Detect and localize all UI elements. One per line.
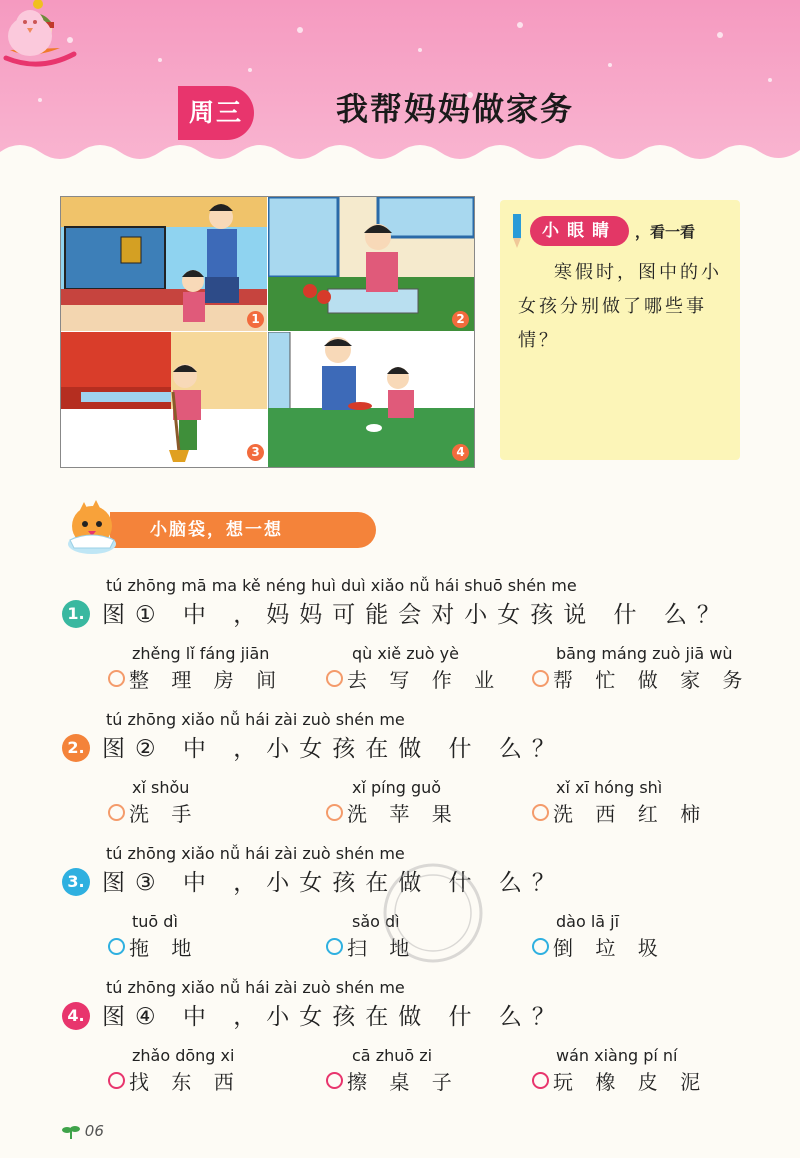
option-text: 倒 垃 圾 [553,936,666,960]
question-2 [62,710,782,830]
option-pinyin: zhǎo dōng xi [132,1046,235,1065]
option-text: 洗 西 红 柿 [553,802,709,826]
option-radio[interactable] [108,804,125,821]
option-text: 洗 苹 果 [347,802,460,826]
question-number: 4. [62,1002,90,1030]
option-pinyin: tuō dì [132,912,178,931]
option-text: 拖 地 [129,936,200,960]
question-pinyin: tú zhōng xiǎo nǚ hái zài zuò shén me [106,978,405,997]
option-pinyin: qù xiě zuò yè [352,644,459,663]
option-radio[interactable] [532,804,549,821]
panel-number-2: 2 [452,311,469,328]
option-text: 洗 手 [129,802,200,826]
option-text: 玩 橡 皮 泥 [553,1070,709,1094]
option-pinyin: wán xiàng pí ní [556,1046,678,1065]
option-2a[interactable] [108,798,199,827]
option-text: 整 理 房 间 [129,668,285,692]
bird-icon [0,0,60,60]
option-pinyin: zhěng lǐ fáng jiān [132,644,270,663]
panel-number-1: 1 [247,311,264,328]
comic-panels [60,196,475,468]
option-1b[interactable] [326,664,502,693]
option-radio[interactable] [108,938,125,955]
option-2c[interactable] [532,798,708,827]
day-badge: 周三 [178,86,254,140]
chick-icon [62,500,122,556]
option-radio[interactable] [532,1072,549,1089]
panel-1-image [61,197,267,331]
panel-4-image [268,332,474,467]
page-footer [62,1122,104,1140]
sprout-icon [62,1125,80,1139]
option-text: 找 东 西 [129,1070,242,1094]
option-radio[interactable] [532,670,549,687]
think-banner [62,500,332,552]
option-text: 扫 地 [347,936,418,960]
question-text: 图③ 中 ，小女孩在做 什 么？ [102,870,565,896]
panel-number-4: 4 [452,444,469,461]
question-number: 3. [62,868,90,896]
option-4c[interactable] [532,1066,708,1095]
question-number: 2. [62,734,90,762]
pencil-icon [510,214,524,248]
page-title: 我帮妈妈做家务 [335,90,574,128]
option-radio[interactable] [532,938,549,955]
option-1c[interactable] [532,664,750,693]
option-radio[interactable] [108,1072,125,1089]
question-1 [62,576,782,696]
option-3a[interactable] [108,932,199,961]
question-pinyin: tú zhōng xiǎo nǚ hái zài zuò shén me [106,710,405,729]
panel-number-3: 3 [247,444,264,461]
option-3c[interactable] [532,932,666,961]
option-radio[interactable] [326,670,343,687]
note-body: 寒假时，图中的小女孩分别做了哪些事情？ [518,262,722,351]
option-pinyin: xǐ shǒu [132,778,190,797]
option-radio[interactable] [326,804,343,821]
option-text: 去 写 作 业 [347,668,503,692]
option-pinyin: sǎo dì [352,912,400,931]
question-pinyin: tú zhōng xiǎo nǚ hái zài zuò shén me [106,844,405,863]
option-pinyin: dào lā jī [556,912,620,931]
note-header [510,214,695,248]
question-4 [62,978,782,1098]
question-text: 图④ 中 ，小女孩在做 什 么？ [102,1004,565,1030]
option-pinyin: bāng máng zuò jiā wù [556,644,733,663]
panel-3-image [61,332,267,467]
question-pinyin: tú zhōng mā ma kě néng huì duì xiǎo nǚ hái shuō shén me [106,576,577,595]
option-2b[interactable] [326,798,460,827]
option-1a[interactable] [108,664,284,693]
option-pinyin: xǐ píng guǒ [352,778,442,797]
option-pinyin: cā zhuō zi [352,1046,433,1065]
option-text: 擦 桌 子 [347,1070,460,1094]
option-pinyin: xǐ xī hóng shì [556,778,663,797]
eye-tag-sub: ，看一看 [635,222,696,241]
option-radio[interactable] [326,1072,343,1089]
page-number: 06 [84,1122,104,1140]
option-radio[interactable] [326,938,343,955]
option-radio[interactable] [108,670,125,687]
option-4b[interactable] [326,1066,460,1095]
header-band [0,0,800,170]
think-label: 小脑袋，想一想 [110,512,376,548]
watermark-stamp [378,858,488,968]
eye-tag: 小眼睛 [530,216,629,246]
option-4a[interactable] [108,1066,242,1095]
question-text: 图① 中 ，妈妈可能会对小女孩说 什 么？ [102,602,730,628]
question-text: 图② 中 ，小女孩在做 什 么？ [102,736,565,762]
option-text: 帮 忙 做 家 务 [553,668,751,692]
panel-2-image [268,197,474,331]
observe-note [500,200,740,460]
question-number: 1. [62,600,90,628]
